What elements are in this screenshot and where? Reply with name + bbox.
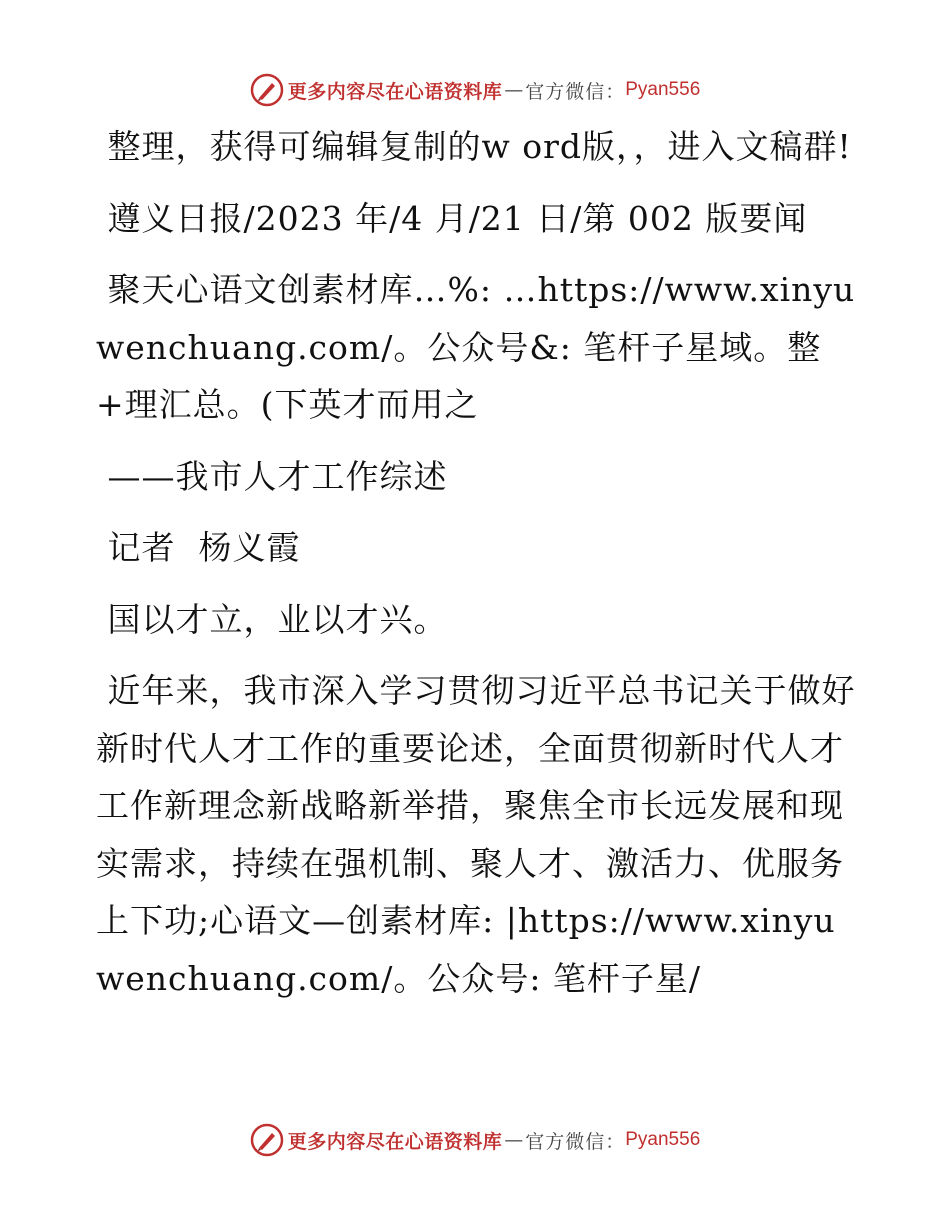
- watermark-separator: —: [504, 79, 524, 101]
- watermark-wechat-id: Pyan556: [625, 79, 701, 100]
- watermark-label: 官方微信：: [525, 80, 626, 103]
- watermark-wechat-id: Pyan556: [625, 1129, 701, 1150]
- watermark-separator: —: [504, 1129, 524, 1151]
- footer-watermark: [0, 1118, 950, 1162]
- paragraph-library-notice: 聚天心语文创素材库…%: …https://www.xinyuwenchuang.com/。公众号&: 笔杆子星域。整+理汇总。(下英才而用之: [96, 270, 856, 424]
- pen-logo-icon: [250, 73, 284, 107]
- paragraph-intro: 整理，获得可编辑复制的w ord版，，进入文稿群!: [96, 127, 852, 166]
- paragraph-source-line: 遵义日报/2023 年/4 月/21 日/第 002 版要闻: [96, 198, 808, 238]
- watermark-label: 官方微信：: [525, 1130, 626, 1153]
- document-body: [96, 118, 856, 1007]
- pen-logo-icon: [250, 1123, 284, 1157]
- article-subtitle: ——我市人才工作综述: [96, 456, 448, 496]
- paragraph-lead: 国以才立，业以才兴。: [96, 599, 448, 639]
- watermark-text: 更多内容尽在心语资料库: [287, 1130, 503, 1153]
- header-watermark: [0, 68, 950, 112]
- paragraph-body: 近年来，我市深入学习贯彻习近平总书记关于做好新时代人才工作的重要论述，全面贯彻新时代人才工作新理念新战略新举措，聚焦全市长远发展和现实需求，持续在强机制、聚人才、激活力、优服务上下功;心语文—创素材库: |https://www.xinyuwenchuang.com/。公众号: 笔杆子星/: [96, 671, 856, 998]
- watermark-text: 更多内容尽在心语资料库: [287, 80, 503, 103]
- article-byline: 记者 杨义霞: [96, 528, 301, 567]
